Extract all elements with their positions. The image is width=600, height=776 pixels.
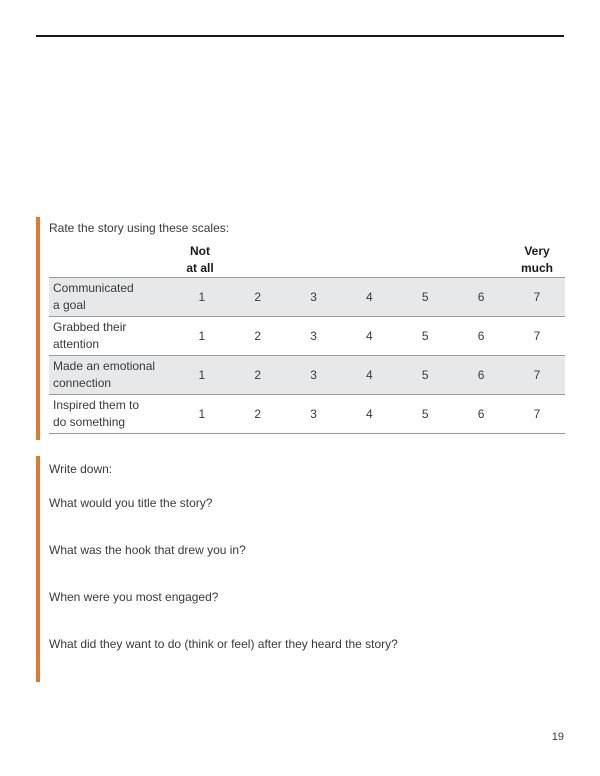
- score-option[interactable]: 2: [254, 368, 262, 382]
- top-rule: [36, 35, 564, 37]
- score-option[interactable]: 1: [198, 290, 206, 304]
- score-option[interactable]: 2: [254, 290, 262, 304]
- prompt-engaged: When were you most engaged?: [49, 590, 219, 604]
- scale-high-line1: Very: [524, 244, 550, 258]
- score-option[interactable]: 1: [198, 368, 206, 382]
- score-option[interactable]: 7: [533, 290, 541, 304]
- score-option[interactable]: 5: [421, 368, 429, 382]
- score-option[interactable]: 5: [421, 290, 429, 304]
- rating-heading: Rate the story using these scales:: [49, 221, 230, 235]
- score-option[interactable]: 3: [310, 368, 317, 382]
- scale-low-line1: Not: [190, 244, 210, 258]
- row-label: [49, 395, 174, 434]
- score-option[interactable]: 3: [310, 329, 317, 343]
- score-option[interactable]: 6: [477, 368, 485, 382]
- score-option[interactable]: 4: [366, 368, 373, 382]
- score-option[interactable]: 3: [310, 407, 317, 421]
- score-option[interactable]: 3: [310, 290, 317, 304]
- accent-bar-rating: [36, 217, 40, 440]
- rating-table: [49, 277, 565, 434]
- score-option[interactable]: 7: [533, 329, 541, 343]
- score-option[interactable]: 5: [421, 407, 429, 421]
- scale-high-line2: much: [520, 261, 553, 275]
- page-number: 19: [551, 731, 564, 743]
- rating-row-attention: [49, 317, 565, 356]
- rating-row-emotional: [49, 356, 565, 395]
- score-option[interactable]: 4: [366, 329, 373, 343]
- score-option[interactable]: 6: [477, 329, 485, 343]
- score-option[interactable]: 4: [366, 407, 373, 421]
- accent-bar-writing: [36, 456, 40, 682]
- score-option[interactable]: 2: [254, 329, 262, 343]
- score-option[interactable]: 1: [198, 407, 206, 421]
- score-option[interactable]: 7: [533, 407, 541, 421]
- row-label: [49, 356, 174, 395]
- row-label-line2: attention: [53, 337, 100, 351]
- score-option[interactable]: 6: [477, 407, 485, 421]
- row-label-line2: connection: [53, 376, 112, 390]
- row-label-line1: Grabbed their: [53, 320, 127, 334]
- row-label-line2: a goal: [53, 298, 86, 312]
- score-option[interactable]: 2: [254, 407, 262, 421]
- row-label-line1: Made an emotional: [53, 359, 156, 373]
- prompt-hook: What was the hook that drew you in?: [49, 543, 246, 557]
- scale-low-label: [178, 243, 222, 277]
- write-heading: Write down:: [49, 462, 113, 476]
- row-label-line2: do something: [53, 415, 126, 429]
- rating-row-inspired: [49, 395, 565, 434]
- score-option[interactable]: 1: [198, 329, 206, 343]
- row-label: [49, 317, 174, 356]
- rating-row-goal: [49, 278, 565, 317]
- row-label: [49, 278, 174, 317]
- row-label-line1: Inspired them to: [53, 398, 140, 412]
- row-label-line1: Communicated: [53, 281, 134, 295]
- scale-high-label: [514, 243, 560, 277]
- score-option[interactable]: 5: [421, 329, 429, 343]
- score-option[interactable]: 6: [477, 290, 485, 304]
- score-option[interactable]: 4: [366, 290, 373, 304]
- scale-low-line2: at all: [186, 261, 214, 275]
- prompt-after: What did they want to do (think or feel) after they heard the story?: [49, 637, 398, 651]
- prompt-title: What would you title the story?: [49, 496, 213, 510]
- score-option[interactable]: 7: [533, 368, 541, 382]
